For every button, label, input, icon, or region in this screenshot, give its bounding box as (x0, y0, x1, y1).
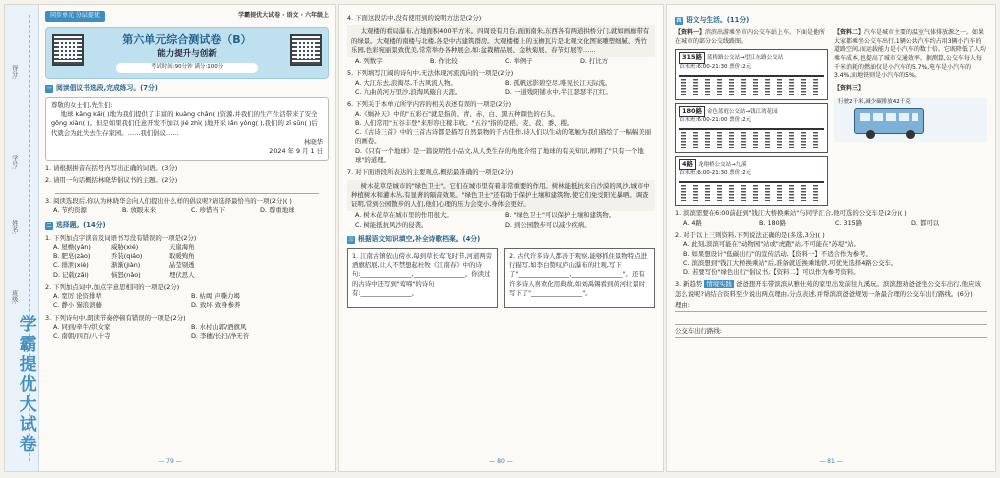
exam-meta: 考试时间:90分钟 满分:100分 (116, 63, 258, 73)
student-number-field-label: 学号: (10, 155, 18, 170)
option[interactable]: A. 同到/牵牛/织女家 (53, 323, 111, 332)
option[interactable]: C.《古诗三首》中的三首古诗都是描写自然景物的千古佳作,诗人们以生动的笔触为我们描绘了一幅幅美丽的画卷。 (355, 128, 652, 146)
word-option: 乔装(qiáo) (111, 252, 143, 261)
bus-caption: 行驶2千米,减少碳排放42千克 (838, 98, 911, 105)
option[interactable]: A. 此刻,滨滨可能在"动物园"站或"虎跑"站,不可能在"苏堤"站。 (683, 240, 861, 249)
route-schedule: 首末班:6:00-21:30 票价:2元 (679, 63, 752, 70)
question: 2. 请用一句话概括林晓华倡议书的主题。(2分) (45, 175, 178, 184)
wheel-icon (906, 130, 915, 139)
option[interactable]: C. 南朝/四百/八十寺 (53, 332, 111, 341)
option[interactable]: D. 致坏 致身参养 (191, 301, 241, 310)
word-option: 威胁(xié) (111, 242, 139, 251)
question: 2. 下列加点词中,加点字意思相同的一项是(2分) (45, 282, 180, 291)
option[interactable]: B. 如果想设计"低碳出行"的宣传活动,【资料一】不适合作为参考。 (683, 249, 872, 258)
answer-line[interactable] (675, 317, 987, 325)
material-title: 【资料三】 (834, 84, 865, 92)
option[interactable]: A.《娲补天》中的"五彩石"就是指黄、青、赤、白、黑五种颜色的石头。 (355, 109, 559, 118)
reading-passage: 太观楼的看局瀑布,占地面积400平方米。四周设有月台,面面南朱,东西各有两道拱桥分门,就如画廊带有的绿景。大观楼的南楼与北楼,各是中古建筑群房。大观楼楼上的玉檐瓦片是北观文化图案雕塑细腻、秀竹乐园,色彩宛丽景致优美,常常举办各种展会,如:盆栽精品展、金秋菊展、春节灯展等…… (347, 25, 655, 57)
option[interactable]: B. 水村山郭/酒旗风 (191, 323, 247, 332)
option[interactable]: B. 作比较 (430, 57, 458, 66)
bus-route-4 (675, 156, 828, 206)
route-name: 龙翔桥公交站→九溪 (697, 162, 747, 168)
option[interactable]: A. 节约资源 (53, 206, 87, 215)
material-title: 【资料一】 (675, 28, 706, 36)
page-80 (338, 4, 664, 472)
route-name: 金色蓝庭公交站→钱江湾花园 (707, 108, 778, 115)
section-heading: 三 根据语文知识填空,补全诗歌档案。(4分) (348, 234, 481, 243)
option[interactable]: D. 尊重地球 (260, 206, 295, 215)
wheel-icon (866, 130, 875, 139)
reason-answer-line[interactable]: 理由: (675, 304, 987, 312)
route-stops-line (679, 181, 824, 203)
page-number: — 81 — (819, 458, 843, 466)
option[interactable]: D. 一道残阳铺水中,半江瑟瑟半江红。 (505, 87, 612, 96)
section-heading: 四 语文与生活。(11分) (676, 16, 750, 24)
option[interactable]: C. 315路 (835, 218, 863, 227)
question: 1. 滨滨需要在6:00前赶到"钱江大桥换乘站"与同学汇合,他可选的公交车是(2分)( ) (675, 209, 907, 218)
test-title: 第六单元综合测试卷（B） (122, 33, 252, 46)
route-answer-line[interactable]: 公交车出行路线: (675, 330, 987, 338)
option[interactable]: B. 人们常用"五谷丰登"来形容庄稼丰收。"五谷"指的是稻、麦、菽、黍、稷。 (355, 118, 574, 127)
page-number: — 79 — (158, 458, 182, 466)
page-81 (666, 4, 996, 472)
score-field-label: 得分: (10, 65, 18, 80)
option[interactable]: C. 九曲黄河万里沙,浪淘风簸自天涯。 (355, 87, 462, 96)
answer-line[interactable] (55, 186, 319, 194)
word-option: 取暖殉角 (169, 252, 195, 261)
qr-code-icon (290, 34, 322, 66)
reading-passage: 树木花草是城市的"绿色卫士"。它们在城市里有着非常重要的作用。树林能抵抗来自沙漠的风沙,城市中种植树木和灌木丛,有显著的隔音效果。"绿色卫士"还有助于保护土壤和建筑物,使它们免受阳光暴晒。调查证明,常到公园散步的人们,他们心理的压力会变小,身体会更好。 (347, 180, 655, 212)
question: 1. 下列加点字读音及词语书写没有错误的一项是(2分) (45, 233, 197, 242)
section-icon: 三 (348, 236, 354, 243)
option[interactable]: A. 宽厉 论资排辈 (53, 292, 102, 301)
letter-signer: 林晓华 (303, 137, 323, 146)
option[interactable]: A. 树木花草在城市里的作用很大。 (355, 211, 453, 220)
practice-badge: 情境实践 (706, 280, 732, 289)
option[interactable]: C. 滨滨想到"钱江大桥换乘站"后,准备就近换乘地铁,可优先选择4路公交车。 (683, 258, 898, 267)
question: 4. 下面这段话中,没有使用到的说明方法是(2分) (347, 14, 482, 22)
option[interactable]: C. 静小 猫浪溃藤 (53, 301, 102, 310)
section-icon: 四 (676, 17, 682, 24)
option[interactable]: D. 到公园散步可以减少疾病。 (505, 220, 591, 229)
class-field-label: 班级: (10, 290, 18, 305)
letter-greeting: 尊敬的女士们,先生们: (51, 100, 113, 109)
word-option[interactable]: B. 肥皂(zào) (53, 252, 91, 261)
page-number: — 80 — (489, 458, 513, 466)
letter-date: 2024 年 9 月 1 日 (269, 147, 323, 156)
question: 1. 请根据拼音在括号内写出正确的词语。(3分) (45, 163, 178, 172)
option[interactable]: A. 列数字 (355, 57, 383, 66)
word-option: 渐渐(jiàn) (111, 261, 141, 270)
letter-body: 地球 kāng kǎi( )地为我们提供了丰富的 kuàng chǎn( )资源,并我们的生产生活带来了安全 gōng xiàn( )。但是如果我们任意开发不加以 jié zhì( )地开采 lǎn yòng( ),我们的 zī sūn( )后代就会为此失去生存家园。……我们倡议…… (51, 110, 318, 137)
qr-code-icon (52, 34, 84, 66)
route-number: 315路 (679, 52, 705, 63)
word-option: 天崖海角 (169, 242, 195, 251)
binding-strip (5, 5, 39, 471)
bus-route-315 (675, 49, 828, 99)
material-two (834, 29, 987, 207)
route-name: 蓝桥路公交站→望江东路公交站 (707, 55, 784, 62)
route-schedule: 首末班:6:00-21:30 票价:2元 (679, 170, 752, 177)
section-heading: 二 选择题。(14分) (46, 220, 106, 229)
question (675, 280, 987, 299)
option[interactable]: B. 孤帆远影碧空尽,唯见长江天际流。 (505, 78, 612, 87)
bus-route-180 (675, 103, 828, 153)
option[interactable]: C. 珍惜当下 (191, 206, 226, 215)
word-option[interactable]: A. 屋檐(yán) (53, 242, 91, 251)
option[interactable]: D.《只有一个地球》是一篇说明性小品文,从人类生存的角度介绍了地球的有关知识,阐明了"只有一个地球"的道理。 (355, 146, 644, 164)
word-option: 恼怒(nǎo) (111, 270, 141, 279)
route-schedule: 首末班:6:00-21:00 票价:2元 (679, 117, 752, 124)
option[interactable]: D. 李穗/长扫/净无苔 (191, 332, 250, 341)
question: 2. 对于以上三则资料,下列说法正确的是(多选,3分)( ) (675, 230, 825, 239)
page-79 (4, 4, 336, 472)
word-option[interactable]: C. 排泄(xiè) (53, 261, 89, 270)
option[interactable]: A. 4路 (683, 218, 702, 227)
test-banner (45, 27, 329, 79)
fill-in-box[interactable]: 2. 古代许多诗人都善于观察,能够抓住景物特点进行描写,如李白赞叹庐山瀑布的壮观,写下了"________________,________________"。还有许多诗人喜欢化用典故,如刘禹锡看到黄河壮景时写下了"________________"。 (504, 248, 655, 308)
material-title: 【资料二】 (834, 28, 865, 36)
route-stops-line (679, 75, 824, 97)
option[interactable]: D. 都可以 (911, 218, 940, 227)
option[interactable]: B. 180路 (759, 218, 787, 227)
option[interactable]: A. 大江东去,浪淘尽,千古风流人物。 (355, 78, 457, 87)
fill-in-box[interactable]: 1. 江南古镇依山傍水,每到草长莺飞时节,河道两旁酒旗招展,让人不禁想起杜牧《江南春》中的诗句:________________,________________。你读过的古诗中还写到"莺啼"的诗句有:________________。 (347, 248, 498, 308)
test-subtitle: 能力提升与创新 (157, 49, 217, 59)
material-text: 滨滨出游乘坐市内公交车站上车。下面是他所在城市的部分公交线路图。 (675, 28, 826, 45)
question: 6. 下列关于本单元所学内容的相关表述有误的一项是(2分) (347, 100, 512, 109)
brand-vertical-text: 学霸提优大试卷 (15, 315, 36, 455)
section-icon: 一 (46, 85, 52, 92)
series-title: 学霸提优大试卷 · 语文 · 六年级上 (238, 12, 329, 19)
question-text: 爸爸想开车带滨滨从雅仕苑的家里出发前往九溪玩。滨滨想劝爸爸坐公交车出行,他应该怎么说呢?请结合资料至少说出两点理由,分点表述,并帮滨滨爸爸规划一条最合理的公交车出行路线。(6分) (675, 280, 981, 298)
section-heading: 一 阅读倡议书选段,完成练习。(7分) (46, 84, 158, 92)
name-field-label: 姓名: (10, 220, 18, 235)
trend-tag: 3. 新趋势 (675, 280, 703, 289)
question: 7. 对下面语段所表达的主要观点,概括最准确的一项是(2分) (347, 168, 514, 177)
series-tag: 同步单元 分层提优 (45, 11, 105, 22)
material-one (675, 29, 828, 207)
word-option: 埋伏思人 (169, 270, 195, 279)
bus-illustration (834, 98, 987, 142)
section-icon: 二 (46, 222, 52, 229)
route-number: 4路 (679, 159, 696, 170)
route-number: 180路 (679, 106, 705, 117)
option[interactable]: D. 若要写份"绿色出行"倡议书,【资料二】可以作为参考资料。 (683, 268, 860, 277)
word-option[interactable]: D. 记载(zǎi) (53, 270, 89, 279)
option[interactable]: D. 打比方 (580, 57, 609, 66)
question: 3. 阅读选段后,你认为林晓华会向人们提出什么样的倡议呢?请选择最恰当的一项(2分)( ) (45, 197, 292, 206)
material-text: 汽车是城市主要的温室气体排放源之一。如果大家都乘坐公交车出行,1辆公共汽车约占用3辆小汽车的道路空间,而运载能力是小汽车的数十倍。它既降低了人均乘车成本,也提高了城市交通效率。据测算,公交车每人每千米消耗的燃油仅是小汽车的5.7%,电车是小汽车的3.4%,而地铁则是小汽车的5%。 (834, 28, 986, 80)
word-option: 晶莹剔透 (169, 261, 195, 270)
option[interactable]: C. 举例子 (505, 57, 533, 66)
option[interactable]: B. "绿色卫士"可以保护土壤和建筑物。 (505, 211, 616, 220)
option[interactable]: B. 枯竭 声嘶力竭 (191, 292, 240, 301)
route-stops-line (679, 128, 824, 150)
bus-icon (854, 108, 924, 134)
proposal-letter (45, 97, 329, 161)
option[interactable]: B. 放眼未来 (122, 206, 157, 215)
question: 5. 下列填写江阔的诗句中,无法体现河流流向的一项是(2分) (347, 69, 514, 78)
option[interactable]: C. 树能抵抗风沙的侵袭。 (355, 220, 428, 229)
question: 3. 下列诗句中,朗读节奏停顿有错误的一项是(2分) (45, 313, 186, 322)
